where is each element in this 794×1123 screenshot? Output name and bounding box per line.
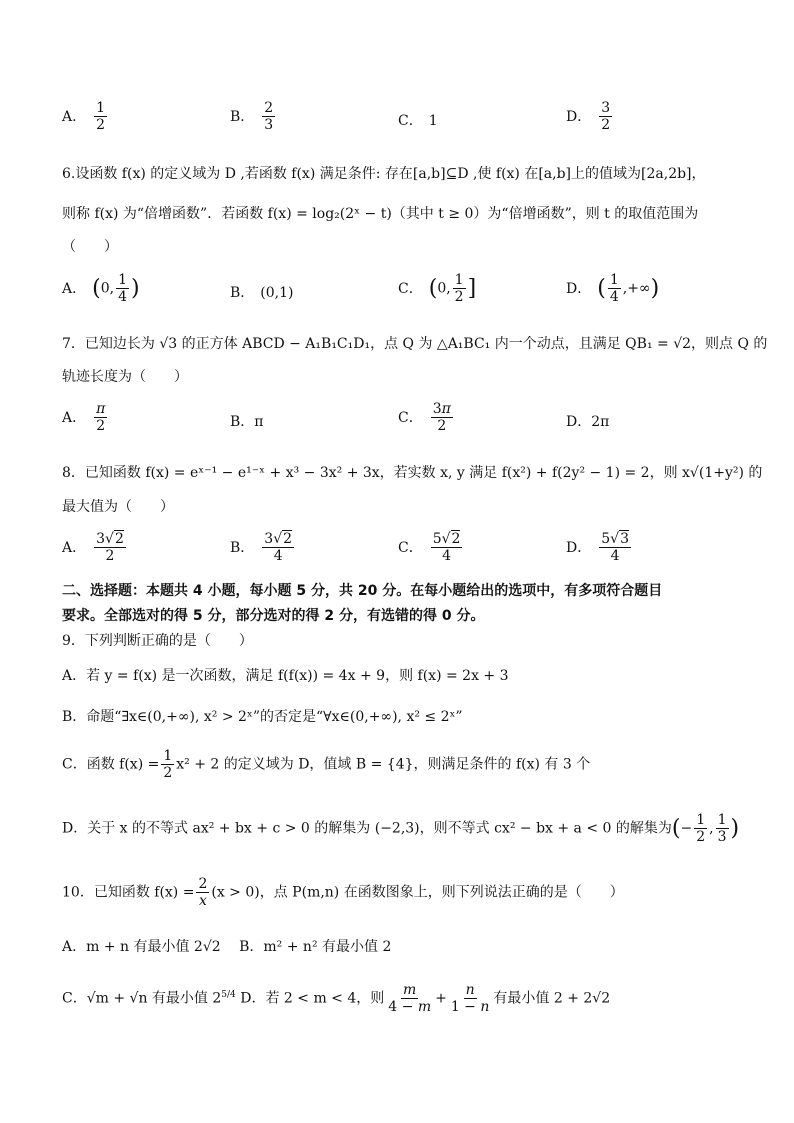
q7-stem-line1: 7．已知边长为 √3 的正方体 ABCD − A₁B₁C₁D₁，点 Q 为 △A₁BC₁ 内一个动点，且满足 QB₁ = √2，则点 Q 的	[62, 336, 768, 352]
section2-heading-line2: 要求。全部选对的得 5 分，部分选对的得 2 分，有选错的得 0 分。	[62, 608, 485, 624]
q7-option-b: B．π	[230, 414, 264, 430]
q7-option-c: C． $\frac{3\pi}{2}$	[398, 401, 451, 434]
q7-option-a: A． $\frac{\pi}{2}$	[62, 401, 106, 434]
q8-option-a: A． $\frac{3√2}{2}$	[62, 531, 124, 564]
q9-stem: 9．下列判断正确的是（ ）	[62, 633, 253, 649]
q8-stem-line1: 8．已知函数 f(x) = eˣ⁻¹ − e¹⁻ˣ + x³ − 3x² + 3x，若实数 x, y 满足 f(x²) + f(2y² − 1) = 2，则 x√(1+y²) 的	[62, 465, 763, 481]
q5-option-c: C． 1	[398, 113, 438, 129]
q10-options-cd: C．√m + √n 有最小值 $2^{5/4}$ D．若 2 < m < 4，则 $\frac{m}{4 - m}$ + $\frac{n}{1 - n}$ 有最小值 2 + 2√2	[62, 982, 611, 1015]
q8-option-b: B． $\frac{3√2}{4}$	[230, 531, 293, 564]
q6-option-d: D． ( $\frac{1}{4}$ ,+∞)	[566, 272, 660, 305]
q9-option-d: D．关于 x 的不等式 ax² + bx + c > 0 的解集为 (−2,3)，则不等式 cx² − bx + a < 0 的解集为(− $\frac{1}{2}$ , $\frac{1}{3}$ )	[62, 812, 740, 845]
q7-stem-line2: 轨迹长度为（ ）	[62, 369, 188, 385]
q5-option-d: D． $\frac{3}{2}$	[566, 100, 611, 133]
section2-heading-line1: 二、选择题：本题共 4 小题，每小题 5 分，共 20 分。在每小题给出的选项中，有多项符合题目	[62, 583, 663, 599]
q10-stem: 10．已知函数 f(x) = $\frac{2}{x}$ (x > 0)，点 P(m,n) 在函数图象上，则下列说法正确的是（ ）	[62, 876, 624, 909]
q6-stem-line1: 6.设函数 f(x) 的定义域为 D ,若函数 f(x) 满足条件: 存在[a,b]⊆D ,使 f(x) 在[a,b]上的值域为[2a,2b]，	[62, 166, 706, 182]
q10-options-ab: A．m + n 有最小值 2√2 B．m² + n² 有最小值 2	[62, 939, 392, 955]
q6-option-a: A． (0, $\frac{1}{4}$ )	[62, 272, 140, 305]
q6-stem-line2: 则称 f(x) 为“倍增函数”．若函数 f(x) = log₂(2ˣ − t)（其中 t ≥ 0）为“倍增函数”，则 t 的取值范围为	[62, 206, 699, 222]
q5-option-a: A． $\frac{1}{2}$	[62, 100, 106, 133]
q7-option-d: D．2π	[566, 414, 610, 430]
q9-option-a: A．若 y = f(x) 是一次函数，满足 f(f(x)) = 4x + 9，则 f(x) = 2x + 3	[62, 668, 509, 684]
q8-stem-line2: 最大值为（ ）	[62, 499, 174, 515]
q9-option-c: C．函数 f(x) = $\frac{1}{2}$ x² + 2 的定义域为 D，值域 B = {4}，则满足条件的 f(x) 有 3 个	[62, 748, 591, 781]
q8-option-d: D． $\frac{5√3}{4}$	[566, 531, 629, 564]
q6-stem-line3: （ ）	[62, 239, 118, 255]
q6-option-b: B． (0,1)	[230, 285, 294, 301]
q6-option-c: C． (0, $\frac{1}{2}$ ]	[398, 272, 477, 305]
q9-option-b: B．命题“∃x∈(0,+∞), x² > 2ˣ”的否定是“∀x∈(0,+∞), x² ≤ 2ˣ”	[62, 709, 463, 725]
q5-option-b: B． $\frac{2}{3}$	[230, 100, 274, 133]
q8-option-c: C． $\frac{5√2}{4}$	[398, 531, 461, 564]
